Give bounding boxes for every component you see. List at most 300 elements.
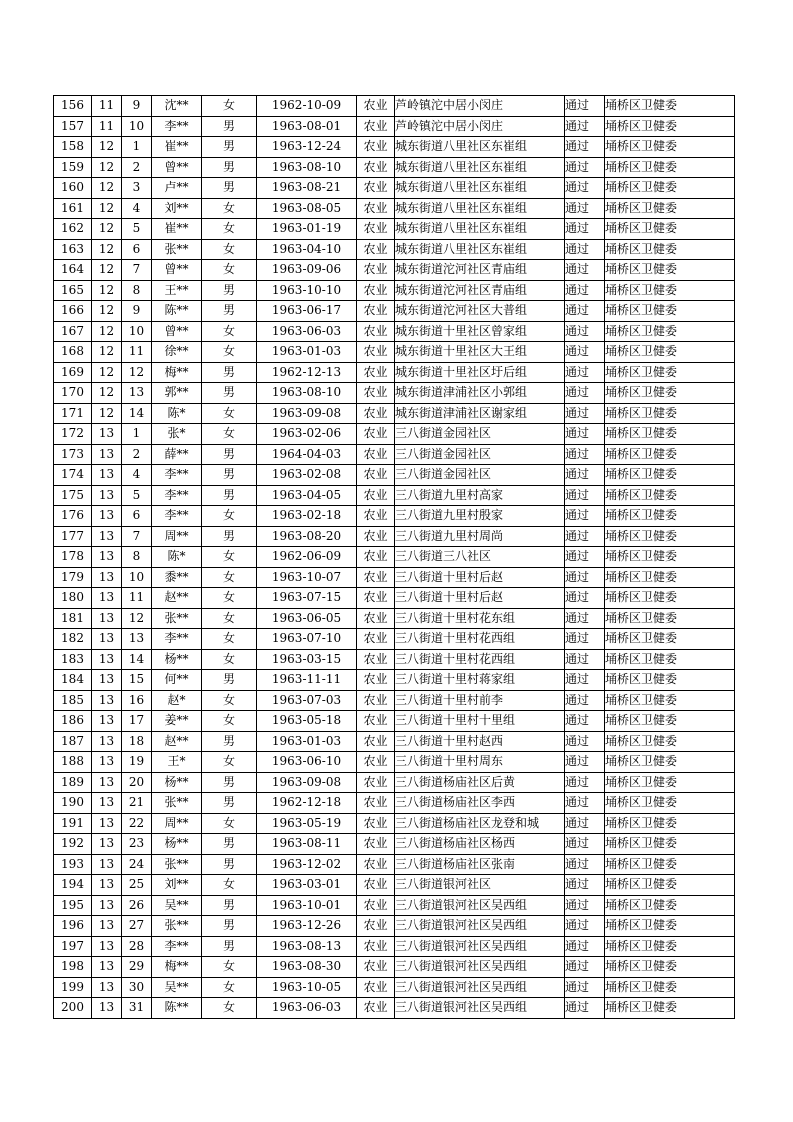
address-cell: 三八街道银河社区吴西组 (395, 957, 565, 978)
status-cell: 通过 (565, 321, 605, 342)
order-cell: 10 (122, 567, 152, 588)
status-cell: 通过 (565, 383, 605, 404)
group-cell: 12 (92, 321, 122, 342)
seq-cell: 175 (54, 485, 92, 506)
address-cell: 三八街道十里村花西组 (395, 649, 565, 670)
group-cell: 12 (92, 301, 122, 322)
name-cell: 杨** (152, 772, 202, 793)
unit-cell: 埇桥区卫健委 (605, 383, 735, 404)
status-cell: 通过 (565, 506, 605, 527)
address-cell: 三八街道杨庙社区张南 (395, 854, 565, 875)
seq-cell: 157 (54, 116, 92, 137)
type-cell: 农业 (357, 137, 395, 158)
gender-cell: 女 (202, 506, 257, 527)
seq-cell: 173 (54, 444, 92, 465)
birthdate-cell: 1963-09-08 (257, 403, 357, 424)
type-cell: 农业 (357, 998, 395, 1019)
birthdate-cell: 1963-07-15 (257, 588, 357, 609)
unit-cell: 埇桥区卫健委 (605, 301, 735, 322)
order-cell: 14 (122, 403, 152, 424)
address-cell: 三八街道杨庙社区李西 (395, 793, 565, 814)
type-cell: 农业 (357, 813, 395, 834)
order-cell: 9 (122, 301, 152, 322)
order-cell: 11 (122, 588, 152, 609)
unit-cell: 埇桥区卫健委 (605, 608, 735, 629)
table-row (54, 567, 735, 588)
gender-cell: 女 (202, 424, 257, 445)
status-cell: 通过 (565, 690, 605, 711)
status-cell: 通过 (565, 96, 605, 117)
group-cell: 13 (92, 690, 122, 711)
gender-cell: 男 (202, 444, 257, 465)
name-cell: 李** (152, 506, 202, 527)
table-row (54, 260, 735, 281)
gender-cell: 女 (202, 649, 257, 670)
address-cell: 三八街道十里村后赵 (395, 567, 565, 588)
unit-cell: 埇桥区卫健委 (605, 977, 735, 998)
name-cell: 吴** (152, 895, 202, 916)
gender-cell: 男 (202, 834, 257, 855)
name-cell: 黍** (152, 567, 202, 588)
gender-cell: 女 (202, 998, 257, 1019)
order-cell: 5 (122, 219, 152, 240)
group-cell: 13 (92, 711, 122, 732)
gender-cell: 男 (202, 485, 257, 506)
gender-cell: 男 (202, 301, 257, 322)
status-cell: 通过 (565, 465, 605, 486)
type-cell: 农业 (357, 301, 395, 322)
address-cell: 城东街道十里社区圩后组 (395, 362, 565, 383)
order-cell: 13 (122, 383, 152, 404)
table-row (54, 280, 735, 301)
group-cell: 12 (92, 280, 122, 301)
name-cell: 李** (152, 485, 202, 506)
type-cell: 农业 (357, 916, 395, 937)
gender-cell: 女 (202, 260, 257, 281)
birthdate-cell: 1963-08-11 (257, 834, 357, 855)
type-cell: 农业 (357, 116, 395, 137)
table-row (54, 895, 735, 916)
gender-cell: 男 (202, 793, 257, 814)
name-cell: 陈* (152, 403, 202, 424)
unit-cell: 埇桥区卫健委 (605, 690, 735, 711)
address-cell: 三八街道十里村花东组 (395, 608, 565, 629)
group-cell: 13 (92, 957, 122, 978)
gender-cell: 女 (202, 690, 257, 711)
table-row (54, 239, 735, 260)
unit-cell: 埇桥区卫健委 (605, 485, 735, 506)
address-cell: 三八街道九里村高家 (395, 485, 565, 506)
gender-cell: 女 (202, 629, 257, 650)
order-cell: 29 (122, 957, 152, 978)
table-row (54, 957, 735, 978)
address-cell: 三八街道九里村殷家 (395, 506, 565, 527)
order-cell: 10 (122, 116, 152, 137)
type-cell: 农业 (357, 547, 395, 568)
birthdate-cell: 1963-02-06 (257, 424, 357, 445)
address-cell: 三八街道杨庙社区后黄 (395, 772, 565, 793)
table-row (54, 875, 735, 896)
name-cell: 卢** (152, 178, 202, 199)
gender-cell: 女 (202, 711, 257, 732)
status-cell: 通过 (565, 301, 605, 322)
birthdate-cell: 1963-07-03 (257, 690, 357, 711)
status-cell: 通过 (565, 793, 605, 814)
address-cell: 城东街道沱河社区青庙组 (395, 260, 565, 281)
seq-cell: 191 (54, 813, 92, 834)
seq-cell: 180 (54, 588, 92, 609)
table-row (54, 321, 735, 342)
order-cell: 14 (122, 649, 152, 670)
address-cell: 三八街道十里村前李 (395, 690, 565, 711)
type-cell: 农业 (357, 506, 395, 527)
birthdate-cell: 1963-05-19 (257, 813, 357, 834)
status-cell: 通过 (565, 957, 605, 978)
gender-cell: 女 (202, 198, 257, 219)
type-cell: 农业 (357, 280, 395, 301)
group-cell: 13 (92, 752, 122, 773)
table-row (54, 198, 735, 219)
gender-cell: 女 (202, 239, 257, 260)
group-cell: 13 (92, 998, 122, 1019)
order-cell: 6 (122, 239, 152, 260)
birthdate-cell: 1963-08-01 (257, 116, 357, 137)
birthdate-cell: 1963-12-02 (257, 854, 357, 875)
unit-cell: 埇桥区卫健委 (605, 403, 735, 424)
birthdate-cell: 1963-11-11 (257, 670, 357, 691)
unit-cell: 埇桥区卫健委 (605, 342, 735, 363)
table-row (54, 977, 735, 998)
seq-cell: 192 (54, 834, 92, 855)
status-cell: 通过 (565, 711, 605, 732)
group-cell: 13 (92, 465, 122, 486)
unit-cell: 埇桥区卫健委 (605, 260, 735, 281)
status-cell: 通过 (565, 916, 605, 937)
table-row (54, 526, 735, 547)
group-cell: 12 (92, 157, 122, 178)
name-cell: 崔** (152, 137, 202, 158)
name-cell: 李** (152, 936, 202, 957)
group-cell: 13 (92, 485, 122, 506)
seq-cell: 165 (54, 280, 92, 301)
order-cell: 8 (122, 547, 152, 568)
status-cell: 通过 (565, 342, 605, 363)
name-cell: 周** (152, 526, 202, 547)
table-row (54, 588, 735, 609)
seq-cell: 194 (54, 875, 92, 896)
status-cell: 通过 (565, 834, 605, 855)
group-cell: 13 (92, 670, 122, 691)
seq-cell: 189 (54, 772, 92, 793)
birthdate-cell: 1963-06-10 (257, 752, 357, 773)
gender-cell: 男 (202, 895, 257, 916)
unit-cell: 埇桥区卫健委 (605, 670, 735, 691)
birthdate-cell: 1963-02-08 (257, 465, 357, 486)
address-cell: 三八街道十里村赵西 (395, 731, 565, 752)
group-cell: 13 (92, 854, 122, 875)
birthdate-cell: 1963-04-05 (257, 485, 357, 506)
status-cell: 通过 (565, 362, 605, 383)
unit-cell: 埇桥区卫健委 (605, 936, 735, 957)
order-cell: 27 (122, 916, 152, 937)
order-cell: 1 (122, 137, 152, 158)
name-cell: 周** (152, 813, 202, 834)
name-cell: 王* (152, 752, 202, 773)
gender-cell: 男 (202, 383, 257, 404)
address-cell: 城东街道十里社区大王组 (395, 342, 565, 363)
unit-cell: 埇桥区卫健委 (605, 116, 735, 137)
seq-cell: 178 (54, 547, 92, 568)
status-cell: 通过 (565, 588, 605, 609)
group-cell: 12 (92, 342, 122, 363)
seq-cell: 200 (54, 998, 92, 1019)
order-cell: 12 (122, 608, 152, 629)
type-cell: 农业 (357, 711, 395, 732)
group-cell: 13 (92, 588, 122, 609)
address-cell: 三八街道九里村周尚 (395, 526, 565, 547)
name-cell: 薛** (152, 444, 202, 465)
group-cell: 11 (92, 96, 122, 117)
seq-cell: 162 (54, 219, 92, 240)
birthdate-cell: 1963-08-10 (257, 157, 357, 178)
group-cell: 13 (92, 916, 122, 937)
seq-cell: 193 (54, 854, 92, 875)
unit-cell: 埇桥区卫健委 (605, 465, 735, 486)
group-cell: 13 (92, 629, 122, 650)
status-cell: 通过 (565, 219, 605, 240)
name-cell: 赵* (152, 690, 202, 711)
type-cell: 农业 (357, 957, 395, 978)
order-cell: 18 (122, 731, 152, 752)
group-cell: 13 (92, 813, 122, 834)
order-cell: 3 (122, 178, 152, 199)
address-cell: 城东街道津浦社区谢家组 (395, 403, 565, 424)
seq-cell: 163 (54, 239, 92, 260)
gender-cell: 女 (202, 608, 257, 629)
gender-cell: 男 (202, 116, 257, 137)
status-cell: 通过 (565, 239, 605, 260)
name-cell: 郭** (152, 383, 202, 404)
seq-cell: 169 (54, 362, 92, 383)
gender-cell: 女 (202, 321, 257, 342)
table-row (54, 506, 735, 527)
unit-cell: 埇桥区卫健委 (605, 793, 735, 814)
birthdate-cell: 1962-12-13 (257, 362, 357, 383)
address-cell: 城东街道八里社区东崔组 (395, 157, 565, 178)
type-cell: 农业 (357, 977, 395, 998)
birthdate-cell: 1962-06-09 (257, 547, 357, 568)
unit-cell: 埇桥区卫健委 (605, 649, 735, 670)
name-cell: 赵** (152, 588, 202, 609)
birthdate-cell: 1963-01-03 (257, 342, 357, 363)
status-cell: 通过 (565, 547, 605, 568)
gender-cell: 男 (202, 772, 257, 793)
type-cell: 农业 (357, 772, 395, 793)
unit-cell: 埇桥区卫健委 (605, 772, 735, 793)
name-cell: 姜** (152, 711, 202, 732)
type-cell: 农业 (357, 403, 395, 424)
table-row (54, 301, 735, 322)
status-cell: 通过 (565, 772, 605, 793)
address-cell: 城东街道八里社区东崔组 (395, 178, 565, 199)
unit-cell: 埇桥区卫健委 (605, 588, 735, 609)
unit-cell: 埇桥区卫健委 (605, 96, 735, 117)
gender-cell: 男 (202, 137, 257, 158)
order-cell: 31 (122, 998, 152, 1019)
gender-cell: 女 (202, 219, 257, 240)
status-cell: 通过 (565, 977, 605, 998)
birthdate-cell: 1963-10-01 (257, 895, 357, 916)
group-cell: 13 (92, 936, 122, 957)
seq-cell: 198 (54, 957, 92, 978)
address-cell: 三八街道十里村花西组 (395, 629, 565, 650)
unit-cell: 埇桥区卫健委 (605, 547, 735, 568)
name-cell: 张* (152, 424, 202, 445)
group-cell: 12 (92, 260, 122, 281)
birthdate-cell: 1963-06-03 (257, 321, 357, 342)
type-cell: 农业 (357, 588, 395, 609)
address-cell: 城东街道十里社区曾家组 (395, 321, 565, 342)
address-cell: 城东街道津浦社区小郭组 (395, 383, 565, 404)
group-cell: 13 (92, 526, 122, 547)
birthdate-cell: 1963-08-30 (257, 957, 357, 978)
gender-cell: 男 (202, 157, 257, 178)
status-cell: 通过 (565, 998, 605, 1019)
order-cell: 10 (122, 321, 152, 342)
table-row (54, 178, 735, 199)
table-row (54, 137, 735, 158)
birthdate-cell: 1963-01-03 (257, 731, 357, 752)
gender-cell: 男 (202, 854, 257, 875)
group-cell: 11 (92, 116, 122, 137)
type-cell: 农业 (357, 670, 395, 691)
gender-cell: 女 (202, 588, 257, 609)
roster-body (54, 96, 735, 1019)
address-cell: 城东街道八里社区东崔组 (395, 219, 565, 240)
unit-cell: 埇桥区卫健委 (605, 567, 735, 588)
seq-cell: 156 (54, 96, 92, 117)
order-cell: 30 (122, 977, 152, 998)
group-cell: 12 (92, 178, 122, 199)
status-cell: 通过 (565, 260, 605, 281)
gender-cell: 女 (202, 957, 257, 978)
unit-cell: 埇桥区卫健委 (605, 526, 735, 547)
table-row (54, 157, 735, 178)
table-row (54, 96, 735, 117)
gender-cell: 男 (202, 178, 257, 199)
unit-cell: 埇桥区卫健委 (605, 731, 735, 752)
address-cell: 城东街道八里社区东崔组 (395, 239, 565, 260)
seq-cell: 195 (54, 895, 92, 916)
table-row (54, 690, 735, 711)
unit-cell: 埇桥区卫健委 (605, 752, 735, 773)
type-cell: 农业 (357, 424, 395, 445)
name-cell: 李** (152, 116, 202, 137)
address-cell: 三八街道十里村十里组 (395, 711, 565, 732)
unit-cell: 埇桥区卫健委 (605, 834, 735, 855)
type-cell: 农业 (357, 219, 395, 240)
name-cell: 梅** (152, 957, 202, 978)
order-cell: 1 (122, 424, 152, 445)
name-cell: 王** (152, 280, 202, 301)
birthdate-cell: 1963-05-18 (257, 711, 357, 732)
type-cell: 农业 (357, 444, 395, 465)
seq-cell: 160 (54, 178, 92, 199)
status-cell: 通过 (565, 198, 605, 219)
address-cell: 三八街道银河社区吴西组 (395, 977, 565, 998)
unit-cell: 埇桥区卫健委 (605, 854, 735, 875)
order-cell: 7 (122, 526, 152, 547)
unit-cell: 埇桥区卫健委 (605, 506, 735, 527)
seq-cell: 179 (54, 567, 92, 588)
order-cell: 4 (122, 198, 152, 219)
unit-cell: 埇桥区卫健委 (605, 157, 735, 178)
type-cell: 农业 (357, 96, 395, 117)
group-cell: 13 (92, 444, 122, 465)
seq-cell: 167 (54, 321, 92, 342)
address-cell: 三八街道十里村后赵 (395, 588, 565, 609)
unit-cell: 埇桥区卫健委 (605, 424, 735, 445)
group-cell: 13 (92, 608, 122, 629)
birthdate-cell: 1963-10-10 (257, 280, 357, 301)
table-row (54, 649, 735, 670)
name-cell: 陈** (152, 301, 202, 322)
birthdate-cell: 1962-12-18 (257, 793, 357, 814)
name-cell: 李** (152, 465, 202, 486)
seq-cell: 159 (54, 157, 92, 178)
status-cell: 通过 (565, 526, 605, 547)
address-cell: 三八街道十里村蒋家组 (395, 670, 565, 691)
group-cell: 13 (92, 731, 122, 752)
group-cell: 13 (92, 895, 122, 916)
status-cell: 通过 (565, 444, 605, 465)
address-cell: 三八街道银河社区吴西组 (395, 916, 565, 937)
address-cell: 芦岭镇沱中居小闵庄 (395, 96, 565, 117)
group-cell: 13 (92, 424, 122, 445)
gender-cell: 女 (202, 342, 257, 363)
type-cell: 农业 (357, 690, 395, 711)
type-cell: 农业 (357, 526, 395, 547)
address-cell: 三八街道银河社区 (395, 875, 565, 896)
birthdate-cell: 1963-06-03 (257, 998, 357, 1019)
order-cell: 17 (122, 711, 152, 732)
table-row (54, 342, 735, 363)
unit-cell: 埇桥区卫健委 (605, 362, 735, 383)
birthdate-cell: 1963-01-19 (257, 219, 357, 240)
type-cell: 农业 (357, 629, 395, 650)
name-cell: 陈* (152, 547, 202, 568)
gender-cell: 男 (202, 670, 257, 691)
type-cell: 农业 (357, 793, 395, 814)
unit-cell: 埇桥区卫健委 (605, 813, 735, 834)
seq-cell: 190 (54, 793, 92, 814)
group-cell: 13 (92, 793, 122, 814)
seq-cell: 197 (54, 936, 92, 957)
status-cell: 通过 (565, 854, 605, 875)
table-row (54, 547, 735, 568)
type-cell: 农业 (357, 875, 395, 896)
type-cell: 农业 (357, 157, 395, 178)
gender-cell: 女 (202, 875, 257, 896)
group-cell: 13 (92, 977, 122, 998)
address-cell: 三八街道杨庙社区龙登和城 (395, 813, 565, 834)
status-cell: 通过 (565, 280, 605, 301)
order-cell: 7 (122, 260, 152, 281)
seq-cell: 172 (54, 424, 92, 445)
seq-cell: 174 (54, 465, 92, 486)
status-cell: 通过 (565, 629, 605, 650)
unit-cell: 埇桥区卫健委 (605, 998, 735, 1019)
